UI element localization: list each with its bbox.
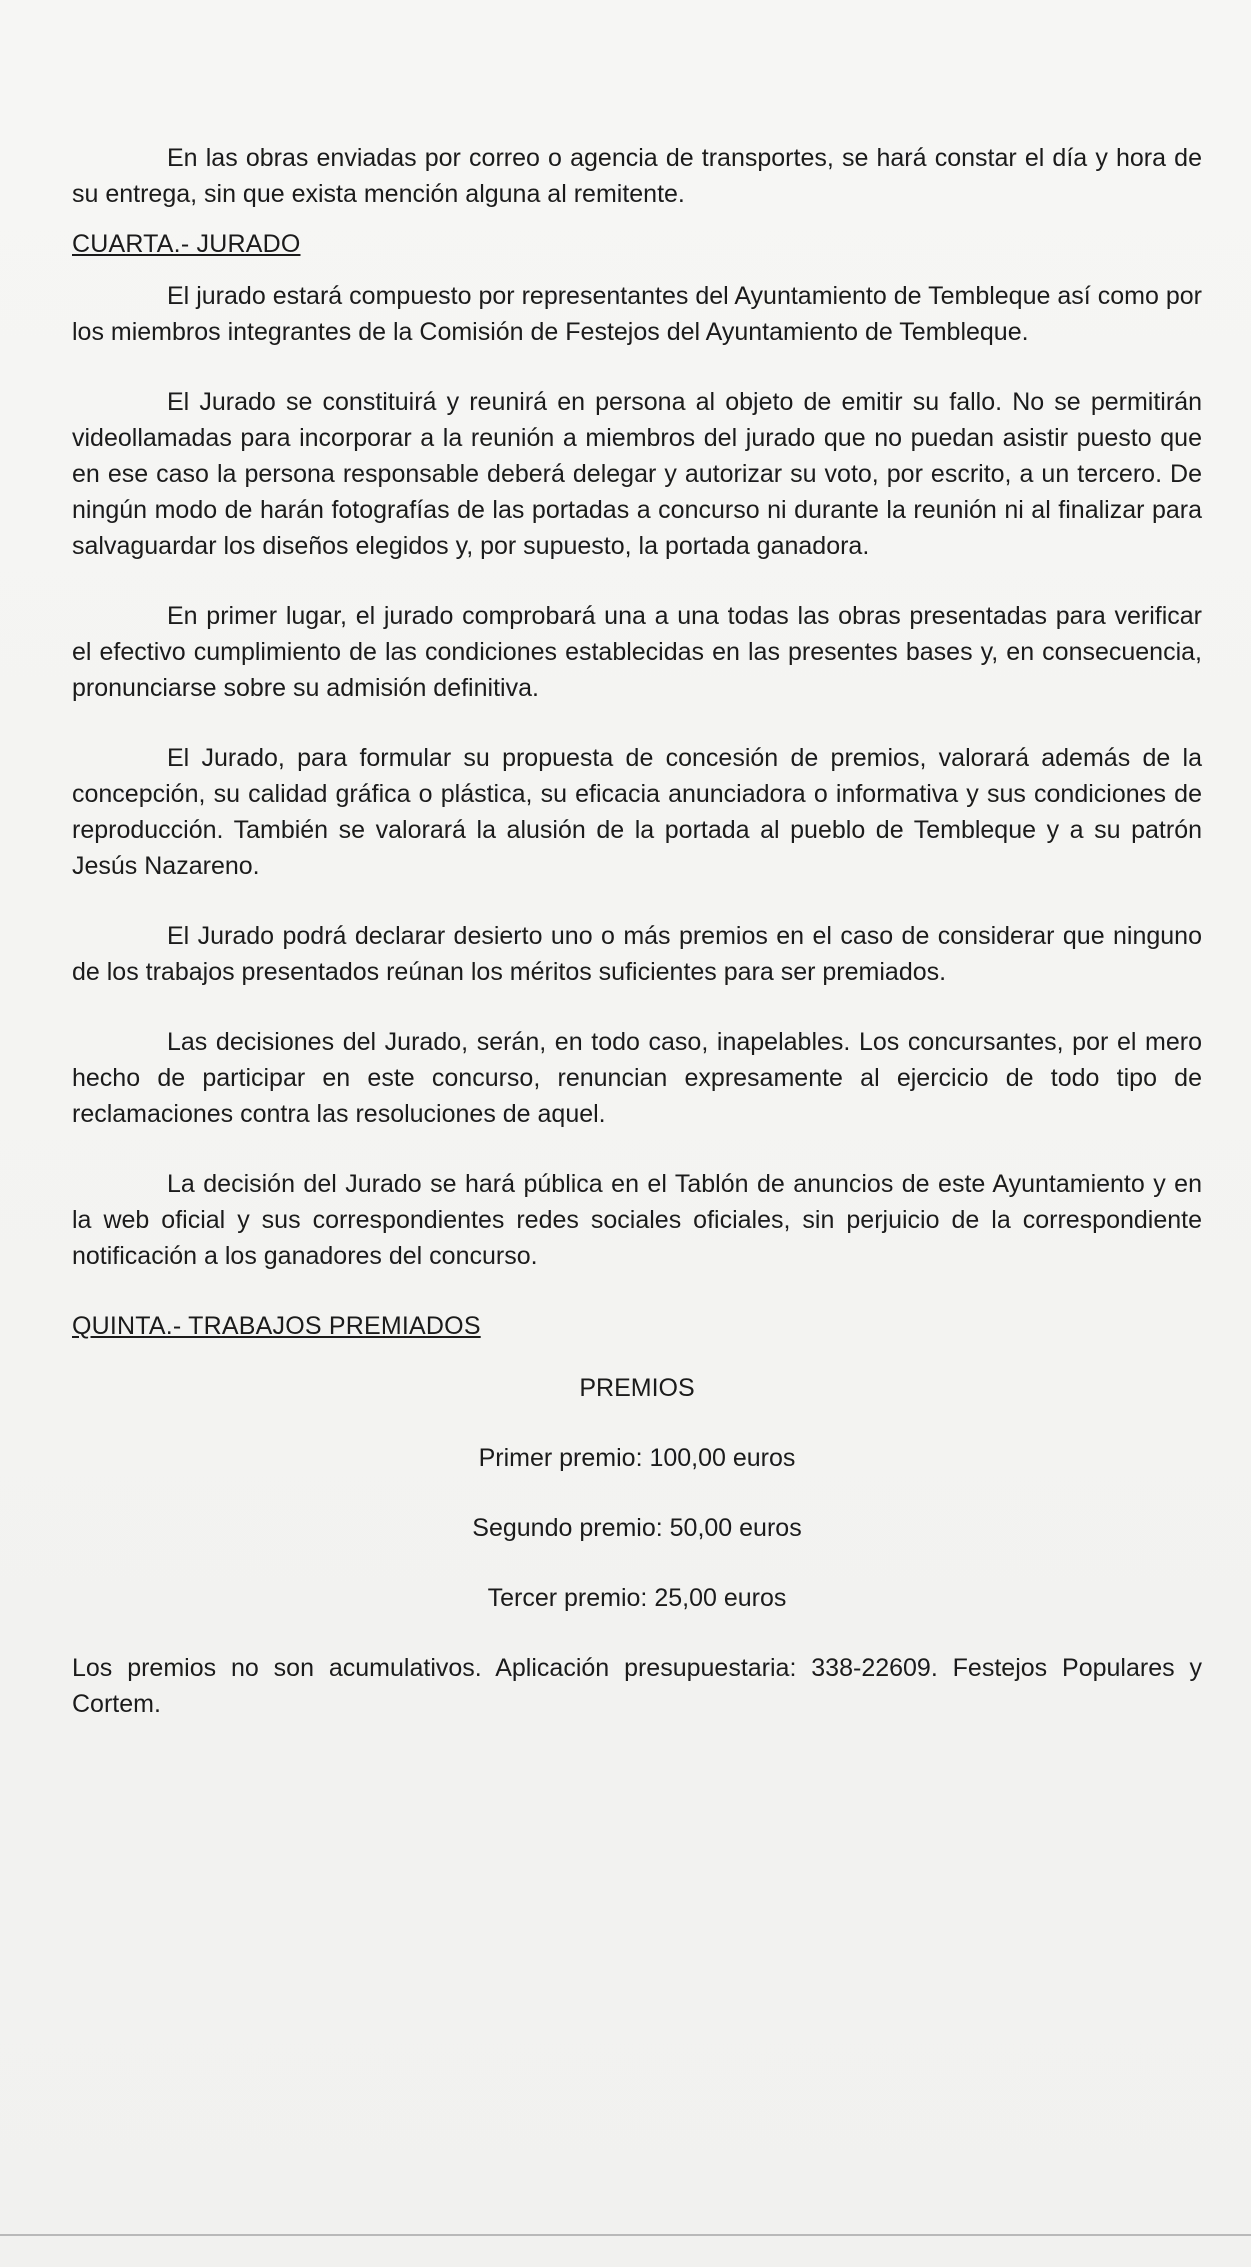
- paragraph-shipping: En las obras enviadas por correo o agencia de transportes, se hará constar el día y hora de su entrega, sin que exista mención alguna al remitente.: [72, 144, 1202, 208]
- paragraph-jury-composition: El jurado estará compuesto por representantes del Ayuntamiento de Tembleque así como por los miembros integrantes de la Comisión de Festejos del Ayuntamiento de Tembleque.: [72, 282, 1202, 346]
- paragraph-jury-decisions: Las decisiones del Jurado, serán, en todo caso, inapelables. Los concursantes, por el mero hecho de participar en este concurso, renuncian expresamente al ejercicio de todo tipo de reclamaciones contra las resoluciones de aquel.: [72, 1028, 1202, 1128]
- paragraph-jury-desierto: El Jurado podrá declarar desierto uno o más premios en el caso de considerar que ninguno de los trabajos presentados reúnan los méritos suficientes para ser premiados.: [72, 922, 1202, 986]
- paragraph-jury-evaluation: El Jurado, para formular su propuesta de concesión de premios, valorará además de la concepción, su calidad gráfica o plástica, su eficacia anunciadora o informativa y sus condiciones de reproducción. También se valorará la alusión de la portada al pueblo de Tembleque y a su patrón Jesús Nazareno.: [72, 744, 1202, 880]
- document-body: [72, 140, 1202, 1756]
- section-heading-quinta: QUINTA.- TRABAJOS PREMIADOS: [72, 1312, 481, 1340]
- paragraph-jury-meeting: El Jurado se constituirá y reunirá en persona al objeto de emitir su fallo. No se permitirán videollamadas para incorporar a la reunión a miembros del jurado que no puedan asistir puesto que en ese caso la persona responsable deberá delegar y autorizar su voto, por escrito, a un tercero. De ningún modo de harán fotografías de las portadas a concurso ni durante la reunión ni al finalizar para salvaguardar los diseños elegidos y, por supuesto, la portada ganadora.: [72, 388, 1202, 560]
- paragraph-prize-notes: Los premios no son acumulativos. Aplicación presupuestaria: 338-22609. Festejos Populares y Cortem.: [72, 1654, 1202, 1718]
- prize-third: Tercer premio: 25,00 euros: [487, 1584, 787, 1612]
- prize-first: Primer premio: 100,00 euros: [478, 1444, 796, 1472]
- prizes-block: [72, 1370, 1202, 1616]
- paragraph-jury-publication: La decisión del Jurado se hará pública en el Tablón de anuncios de este Ayuntamiento y en la web oficial y sus correspondientes redes sociales oficiales, sin perjuicio de la correspondiente notificación a los ganadores del concurso.: [72, 1170, 1202, 1270]
- prize-second: Segundo premio: 50,00 euros: [472, 1514, 802, 1542]
- page-bottom-rule: [0, 2234, 1251, 2236]
- section-heading-cuarta: CUARTA.- JURADO: [72, 230, 301, 258]
- paragraph-jury-verification: En primer lugar, el jurado comprobará una a una todas las obras presentadas para verificar el efectivo cumplimiento de las condiciones establecidas en las presentes bases y, en consecuencia, pronunciarse sobre su admisión definitiva.: [72, 602, 1202, 702]
- prizes-title: PREMIOS: [579, 1374, 695, 1402]
